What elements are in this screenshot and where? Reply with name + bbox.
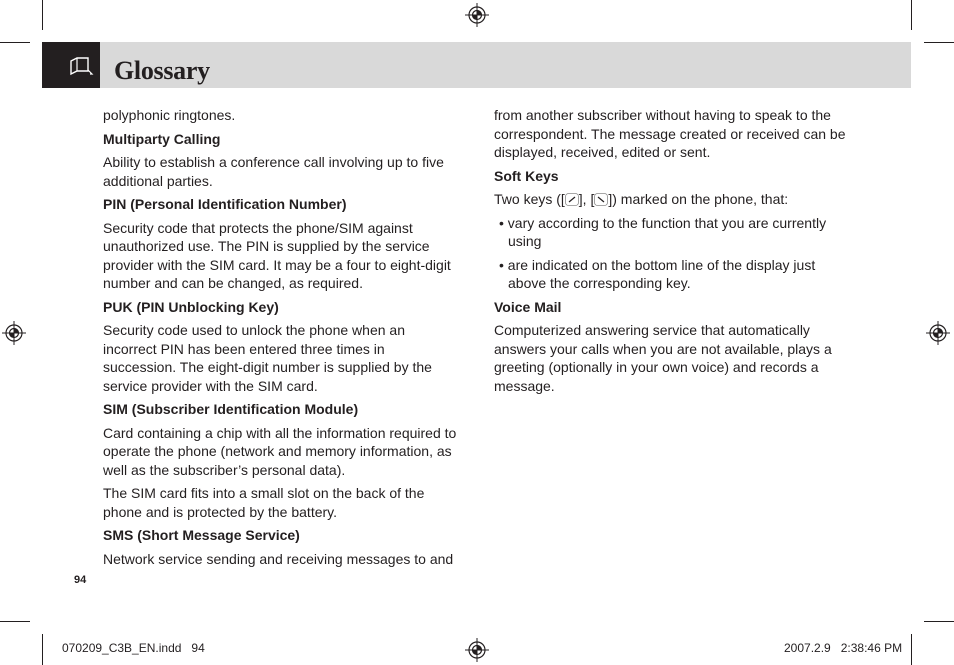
- glossary-term: Soft Keys: [494, 167, 559, 184]
- glossary-definition: Card containing a chip with all the information required to operate the phone (network and memory information, as well as the subscriber’s personal data).: [103, 424, 457, 478]
- crop-mark: [42, 0, 43, 30]
- glossary-term: Multiparty Calling: [103, 130, 221, 147]
- registration-mark-icon: [465, 638, 489, 662]
- crop-mark: [924, 621, 954, 622]
- glossary-definition: [494, 190, 856, 209]
- glossary-definition: Network service sending and receiving messages to and: [103, 550, 454, 567]
- glossary-definition: Security code used to unlock the phone when an incorrect PIN has been entered three times in succession. The eight-digit number is supplied by the service provider with the SIM card.: [103, 322, 432, 394]
- footer-timestamp: 2007.2.9 2:38:46 PM: [784, 641, 903, 655]
- soft-keys-intro-separator: ], [: [578, 191, 595, 207]
- right-soft-key-icon: [594, 193, 608, 206]
- continued-text: from another subscriber without having to speak to the correspondent. The message created or received can be displayed, received, edited or sent.: [494, 107, 846, 160]
- crop-mark: [42, 634, 43, 665]
- glossary-definition: Ability to establish a conference call involving up to five additional parties.: [103, 154, 444, 189]
- footer-file-info: 070209_C3B_EN.indd 94: [62, 641, 205, 655]
- crop-mark: [0, 621, 30, 622]
- crop-mark: [911, 0, 912, 30]
- page-title: Glossary: [114, 56, 210, 85]
- glossary-term: PIN (Personal Identification Number): [103, 196, 347, 212]
- glossary-term: SIM (Subscriber Identification Module): [103, 401, 359, 417]
- soft-keys-intro-prefix: Two keys ([: [494, 191, 565, 207]
- glossary-term: Voice Mail: [494, 298, 562, 315]
- bullet-item: • are indicated on the bottom line of the display just above the corresponding key.: [499, 256, 816, 291]
- crop-mark: [911, 634, 912, 665]
- glossary-definition: Security code that protects the phone/SIM against unauthorized use. The PIN is supplied by the service provider with the SIM card. It may be a four to eight-digit number and can be changed, as required.: [103, 219, 451, 291]
- left-column: [103, 106, 459, 573]
- header-icon-box: [42, 42, 100, 88]
- registration-mark-icon: [2, 321, 26, 345]
- soft-keys-intro-suffix: ]) marked on the phone, that:: [608, 191, 789, 207]
- glossary-definition: Computerized answering service that automatically answers your calls when you are not available, plays a greeting (optionally in your own voice) and records a message.: [494, 322, 832, 394]
- crop-mark: [0, 42, 30, 43]
- registration-mark-icon: [465, 3, 489, 27]
- glossary-definition: The SIM card fits into a small slot on the back of the phone and is protected by the battery.: [103, 485, 425, 520]
- page-number: 94: [74, 574, 87, 586]
- continued-text: polyphonic ringtones.: [103, 107, 236, 123]
- registration-mark-icon: [926, 321, 950, 345]
- glossary-term: PUK (PIN Unblocking Key): [103, 298, 279, 315]
- left-soft-key-icon: [565, 193, 579, 206]
- crop-mark: [924, 42, 954, 43]
- right-column: [494, 106, 856, 400]
- book-icon: [68, 56, 94, 76]
- glossary-term: SMS (Short Message Service): [103, 527, 300, 543]
- bullet-item: • vary according to the function that you are currently using: [499, 214, 827, 249]
